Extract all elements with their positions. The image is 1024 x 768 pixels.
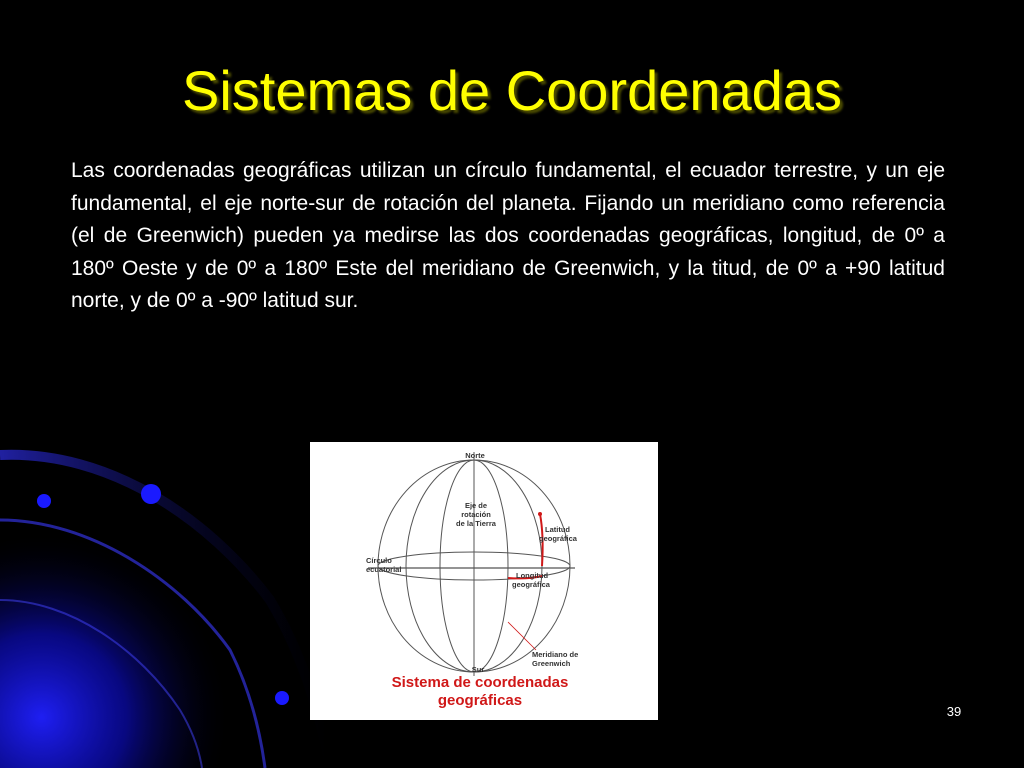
blue-wave-shape [0,430,345,768]
north-label: Norte [465,451,485,460]
globe-diagram [310,442,658,720]
latitude-label-line-1: Latitud [545,525,570,534]
figure-caption-line-1: Sistema de coordenadas [391,674,569,691]
equator-label-line-1: Círculo [366,556,392,565]
blue-dot-2 [37,494,51,508]
axis-label-line-3: de la Tierra [456,519,496,528]
latitude-label-line-2: geográfica [539,534,577,543]
slide-number: 39 [946,704,962,719]
slide-title: Sistemas de Coordenadas [182,59,842,122]
blue-dot-3 [275,691,289,705]
meridian-label-line-1: Meridiano de [532,650,579,659]
south-label: Sur [471,665,485,674]
axis-label-line-2: rotación [461,510,491,519]
meridian-label-line-2: Greenwich [532,659,571,668]
longitude-label-line-2: geográfica [512,580,550,589]
latitude-point [538,512,542,516]
greenwich-pointer [508,622,536,650]
equator-label-line-2: ecuatorial [366,565,402,574]
slide-body-text: Las coordenadas geográficas utilizan un círculo fundamental, el ecuador terrestre, y un eje fundamental, el eje norte-sur de rotación del planeta. Fijando un meridiano como referencia (el de Greenwich) pueden ya medirse las dos coordenadas geográficas, longitud, de 0º a 180º Oeste y de 0º a 180º Este del meridiano de Greenwich, y la titud, de 0º a +90 latitud norte, y de 0º a -90º latitud sur. [71,159,945,312]
axis-label-line-1: Eje de [464,501,488,510]
blue-dot-1 [141,484,161,504]
figure-caption-line-2: geográficas [437,692,523,709]
geographic-coordinates-figure [310,442,658,720]
longitude-label-line-1: Longitud [516,571,549,580]
